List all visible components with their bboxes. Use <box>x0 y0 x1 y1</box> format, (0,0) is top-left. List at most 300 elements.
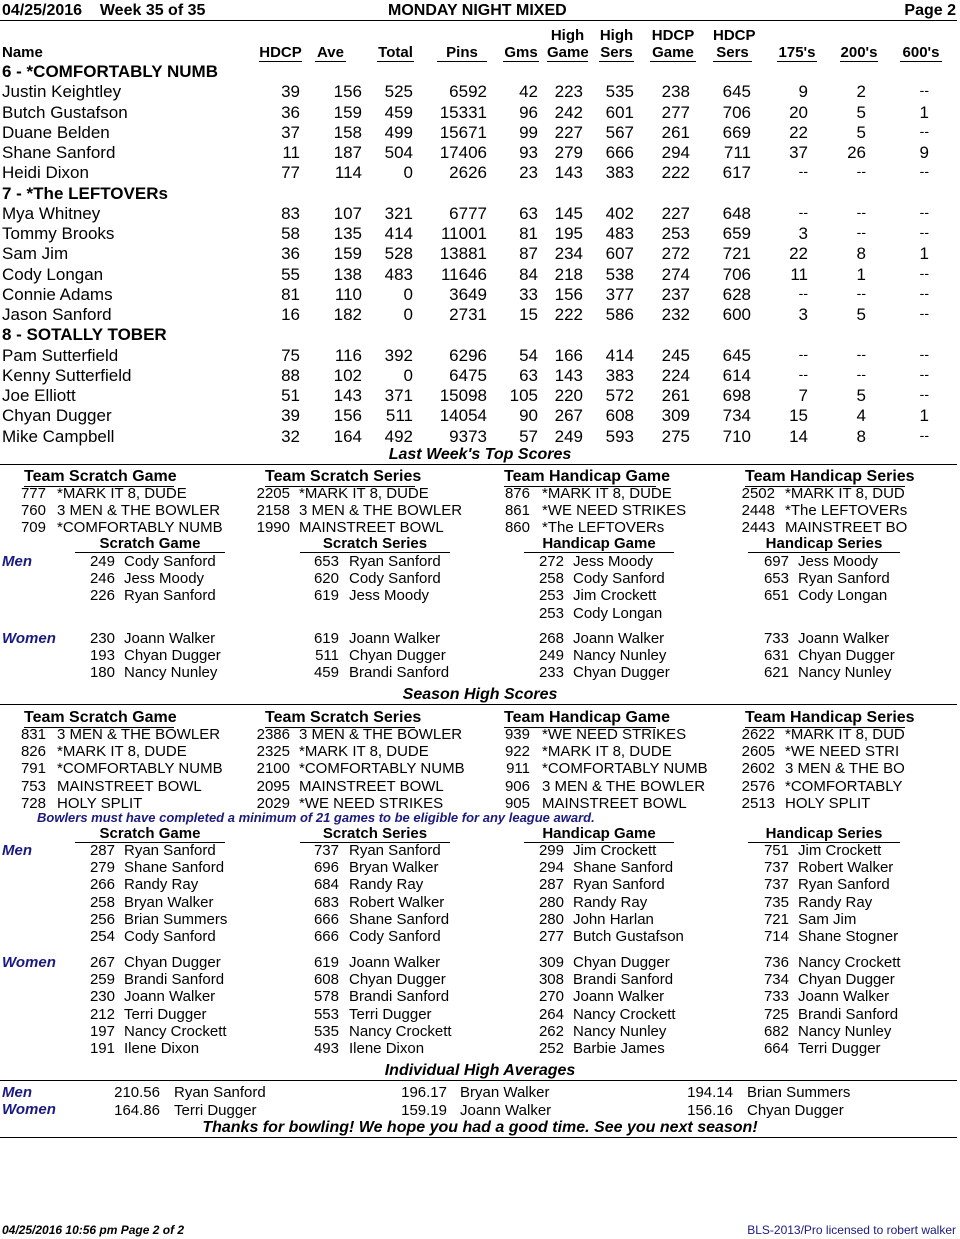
team-name: 3 MEN & THE BO <box>785 760 905 778</box>
men-label: Men <box>2 1084 32 1101</box>
bowler-name: Jim Crockett <box>798 842 882 859</box>
bowler-name: Bryan Walker <box>460 1084 550 1101</box>
stat-cell: 371 <box>384 386 413 405</box>
stat-cell: 383 <box>605 365 634 385</box>
stat-cell: 87 <box>519 244 538 264</box>
individual-header: Scratch Game <box>75 535 225 553</box>
score: 733 <box>763 630 789 647</box>
stat-cell: 96 <box>519 102 538 122</box>
bowler-name: Nancy Crockett <box>798 954 901 971</box>
bowler-name: Randy Ray <box>798 893 873 911</box>
bowler-name: Shane Sanford <box>124 859 225 877</box>
stat-cell: 63 <box>519 365 538 385</box>
team-name: *MARK IT 8, DUDE <box>57 485 187 502</box>
stat-cell: 26 <box>847 143 866 162</box>
column-header: High Sers <box>599 27 634 61</box>
stat-cell: 234 <box>554 244 583 264</box>
stat-cell: 77 <box>281 163 300 183</box>
stat-cell: 499 <box>384 122 413 142</box>
stat-cell: 222 <box>554 305 583 324</box>
average-value: 159.19 <box>401 1101 447 1119</box>
stat-cell: 227 <box>661 203 690 223</box>
stat-cell: 9 <box>919 143 929 162</box>
stat-cell: 37 <box>789 143 808 162</box>
team-name: 3 MEN & THE BOWLER <box>57 502 221 520</box>
team-title: 8 - SOTALLY TOBER <box>2 325 167 345</box>
stat-cell: 249 <box>554 426 583 446</box>
stat-cell: 84 <box>519 264 538 284</box>
bowler-name: Ryan Sanford <box>124 842 216 859</box>
team-name: *COMFORTABLY NUMB <box>542 760 708 778</box>
stat-cell: 83 <box>281 203 300 223</box>
player-name: Duane Belden <box>2 122 110 142</box>
score: 736 <box>763 954 789 971</box>
individual-header: Scratch Game <box>75 825 225 843</box>
bowler-name: Shane Sanford <box>349 910 450 928</box>
score: 180 <box>89 664 115 682</box>
bowler-name: Randy Ray <box>573 893 648 911</box>
team-score: 2443 <box>741 519 775 537</box>
bowler-name: Chyan Dugger <box>798 647 895 665</box>
score: 280 <box>538 893 564 911</box>
stat-cell: 22 <box>789 122 808 142</box>
stat-cell: 2731 <box>449 305 487 324</box>
table-row <box>0 285 960 305</box>
stat-cell: 601 <box>605 102 634 122</box>
column-header: HDCP Sers <box>713 27 756 61</box>
score: 226 <box>89 587 115 605</box>
footer-license: BLS-2013/Pro licensed to robert walker <box>747 1223 956 1237</box>
bowler-name: Cody Sanford <box>573 570 665 588</box>
team-name: *The LEFTOVERs <box>785 502 908 520</box>
stat-cell: 159 <box>333 244 362 264</box>
stat-cell: 222 <box>661 163 690 183</box>
column-header: 200's <box>840 44 878 61</box>
stat-cell: 666 <box>605 143 634 162</box>
stat-cell: 721 <box>722 244 751 264</box>
stat-cell: 36 <box>281 244 300 264</box>
stat-cell: 0 <box>403 365 413 385</box>
individual-header: Scratch Series <box>300 535 450 553</box>
team-name: *WE NEED STRIKES <box>299 794 444 812</box>
team-score: 760 <box>20 502 46 520</box>
score: 254 <box>89 928 115 945</box>
player-name: Connie Adams <box>2 284 113 304</box>
score: 664 <box>763 1040 789 1057</box>
stat-cell: 628 <box>722 284 751 304</box>
team-header: Team Scratch Series <box>265 709 422 726</box>
table-row <box>0 346 960 366</box>
team-name: 3 MEN & THE BOWLER <box>57 726 221 743</box>
bowler-name: John Harlan <box>573 910 654 928</box>
stat-cell: -- <box>798 284 808 301</box>
team-score: 2602 <box>741 760 775 778</box>
last-week-title: Last Week's Top Scores <box>388 446 572 463</box>
bowler-name: Ryan Sanford <box>174 1084 266 1101</box>
stat-cell: 245 <box>661 345 690 365</box>
women-label: Women <box>2 954 56 971</box>
team-header: Team Scratch Series <box>265 468 422 485</box>
stat-cell: 81 <box>519 224 538 243</box>
stat-cell: 99 <box>519 122 538 142</box>
bowler-name: Nancy Crockett <box>573 1005 676 1023</box>
stat-cell: 2626 <box>449 163 487 183</box>
stat-cell: -- <box>919 224 929 240</box>
team-score: 1990 <box>256 519 290 537</box>
score: 277 <box>538 928 564 945</box>
bowler-name: Jess Moody <box>349 587 430 605</box>
individual-header: Handicap Game <box>524 825 674 843</box>
score: 230 <box>89 988 115 1006</box>
score: 684 <box>313 876 339 894</box>
bowler-name: Ryan Sanford <box>349 553 441 570</box>
bowler-name: Jess Moody <box>798 553 879 570</box>
stat-cell: 277 <box>661 102 690 122</box>
stat-cell: 261 <box>661 386 690 405</box>
bowler-name: Nancy Nunley <box>573 1022 667 1040</box>
report-date: 04/25/2016 <box>2 2 83 19</box>
stat-cell: 734 <box>722 406 751 426</box>
team-name: 3 MEN & THE BOWLER <box>542 777 706 795</box>
bowler-name: Chyan Dugger <box>747 1101 844 1119</box>
player-name: Kenny Sutterfield <box>2 365 132 385</box>
team-score: 861 <box>504 502 530 520</box>
stat-cell: 11646 <box>440 264 487 284</box>
stat-cell: 608 <box>605 406 634 426</box>
stat-cell: 7 <box>798 386 808 405</box>
stat-cell: 586 <box>605 305 634 324</box>
score: 697 <box>763 553 789 570</box>
column-header: 175's <box>778 44 816 61</box>
stat-cell: -- <box>919 305 929 321</box>
stat-cell: 272 <box>661 244 690 264</box>
stat-cell: 267 <box>554 406 583 426</box>
player-name: Heidi Dixon <box>2 163 89 183</box>
team-score: 728 <box>20 794 46 812</box>
stat-cell: -- <box>856 284 866 301</box>
team-name: *WE NEED STRI <box>785 743 900 761</box>
bowler-name: Joann Walker <box>798 630 890 647</box>
team-score: 860 <box>504 519 530 537</box>
bowler-name: Terri Dugger <box>124 1005 207 1023</box>
stat-cell: 9373 <box>449 426 487 446</box>
stat-cell: 11001 <box>440 224 487 243</box>
bowler-name: Chyan Dugger <box>573 664 670 682</box>
player-name: Pam Sutterfield <box>2 345 119 365</box>
stat-cell: 535 <box>605 82 634 102</box>
team-name: *COMFORTABLY NUMB <box>299 760 465 778</box>
bowler-name: Barbie James <box>573 1040 665 1057</box>
stat-cell: 5 <box>856 122 866 142</box>
page-number: Page 2 <box>904 2 956 19</box>
team-score: 922 <box>504 743 530 761</box>
stat-cell: 54 <box>519 345 538 365</box>
team-name: HOLY SPLIT <box>57 794 143 812</box>
column-header: HDCP Game <box>651 27 695 61</box>
team-score: 753 <box>20 777 46 795</box>
score: 259 <box>89 971 115 989</box>
stat-cell: 110 <box>334 284 362 304</box>
team-header: Team Handicap Game <box>504 709 670 726</box>
women-label: Women <box>2 630 56 647</box>
stat-cell: 232 <box>661 305 690 324</box>
team-score: 2100 <box>256 760 290 778</box>
table-row <box>0 123 960 143</box>
score: 619 <box>313 954 339 971</box>
stat-cell: 39 <box>281 82 300 102</box>
player-name: Tommy Brooks <box>2 224 115 243</box>
stat-cell: 593 <box>605 426 634 446</box>
score: 682 <box>763 1022 789 1040</box>
stat-cell: 156 <box>333 406 362 426</box>
stat-cell: 392 <box>384 345 413 365</box>
stat-cell: -- <box>856 163 866 180</box>
bowler-name: Nancy Crockett <box>349 1022 452 1040</box>
team-name: *COMFORTABLY <box>785 777 903 795</box>
table-row <box>0 163 960 183</box>
column-header: High Game <box>547 27 589 61</box>
bowler-name: Bryan Walker <box>349 859 439 877</box>
stat-cell: 0 <box>403 163 413 183</box>
table-row <box>0 265 960 285</box>
stat-cell: 145 <box>554 203 583 223</box>
team-name: MAINSTREET BOWL <box>299 519 444 537</box>
team-name: HOLY SPLIT <box>785 794 871 812</box>
stat-cell: 81 <box>281 284 300 304</box>
bowler-name: Shane Stogner <box>798 928 899 945</box>
score: 620 <box>313 570 339 588</box>
column-header: Gms <box>504 44 538 61</box>
stat-cell: 614 <box>722 365 751 385</box>
stat-cell: 669 <box>722 122 751 142</box>
stat-cell: 5 <box>856 305 866 324</box>
stat-cell: -- <box>856 203 866 220</box>
score: 737 <box>763 876 789 894</box>
table-row <box>0 244 960 264</box>
bowler-name: Ryan Sanford <box>124 587 216 605</box>
bowler-name: Ryan Sanford <box>798 570 890 588</box>
league-name: MONDAY NIGHT MIXED <box>388 2 567 19</box>
stat-cell: 32 <box>281 426 300 446</box>
bowler-name: Cody Sanford <box>349 570 441 588</box>
bowler-name: Ryan Sanford <box>798 876 890 894</box>
player-name: Cody Longan <box>2 264 104 284</box>
stat-cell: 5 <box>856 102 866 122</box>
stat-cell: 1 <box>919 406 929 426</box>
score: 735 <box>763 893 789 911</box>
team-name: *WE NEED STRIKES <box>542 726 687 743</box>
stat-cell: 607 <box>605 244 634 264</box>
stat-cell: 14054 <box>439 406 487 426</box>
stat-cell: 88 <box>281 365 300 385</box>
stat-cell: 294 <box>661 143 690 162</box>
stat-cell: 261 <box>661 122 690 142</box>
stat-cell: 218 <box>554 264 583 284</box>
closing-rule <box>0 1137 957 1138</box>
score: 653 <box>313 553 339 570</box>
player-name: Butch Gustafson <box>2 102 128 122</box>
stat-cell: 93 <box>519 143 538 162</box>
score: 287 <box>538 876 564 894</box>
team-name: *MARK IT 8, DUD <box>785 726 905 743</box>
team-name: MAINSTREET BOWL <box>299 777 444 795</box>
stat-cell: 220 <box>554 386 583 405</box>
score: 268 <box>538 630 564 647</box>
stat-cell: 11 <box>790 264 808 284</box>
score: 493 <box>313 1040 339 1057</box>
score: 553 <box>313 1005 339 1023</box>
team-name: MAINSTREET BOWL <box>542 794 687 812</box>
stat-cell: -- <box>856 365 866 382</box>
team-name: *MARK IT 8, DUDE <box>299 485 429 502</box>
stat-cell: 572 <box>605 386 634 405</box>
stat-cell: -- <box>798 345 808 362</box>
stat-cell: -- <box>919 163 929 180</box>
season-rule <box>0 704 957 705</box>
bowler-name: Nancy Nunley <box>798 664 892 682</box>
bowler-name: Brandi Sanford <box>798 1005 899 1023</box>
player-name: Justin Keightley <box>2 82 122 102</box>
averages-rule <box>0 1080 957 1081</box>
stat-cell: 5 <box>856 386 866 405</box>
team-score: 2386 <box>256 726 290 743</box>
stat-cell: 525 <box>384 82 413 102</box>
team-name: MAINSTREET BO <box>785 519 908 537</box>
team-score: 906 <box>504 777 530 795</box>
stat-cell: 567 <box>605 122 634 142</box>
bowler-name: Cody Longan <box>573 604 663 622</box>
bowler-name: Robert Walker <box>798 859 894 877</box>
stat-cell: 414 <box>605 345 634 365</box>
stat-cell: 698 <box>722 386 751 405</box>
player-name: Mya Whitney <box>2 203 101 223</box>
stat-cell: 22 <box>789 244 808 264</box>
score: 683 <box>313 893 339 911</box>
player-name: Mike Campbell <box>2 426 115 446</box>
stat-cell: 275 <box>661 426 690 446</box>
table-row <box>0 427 960 447</box>
team-score: 2029 <box>256 794 290 812</box>
average-value: 164.86 <box>114 1101 160 1119</box>
stat-cell: 538 <box>605 264 634 284</box>
bowler-name: Robert Walker <box>349 893 445 911</box>
bowler-name: Joann Walker <box>124 630 216 647</box>
stat-cell: 0 <box>403 305 413 324</box>
bowler-name: Randy Ray <box>349 876 424 894</box>
stat-cell: 6475 <box>449 365 487 385</box>
stat-cell: 6777 <box>449 203 487 223</box>
team-header: Team Scratch Game <box>24 468 177 485</box>
stat-cell: 645 <box>722 82 751 102</box>
stat-cell: 8 <box>856 426 866 446</box>
closing-message: Thanks for bowling! We hope you had a good time. See you next season! <box>202 1119 758 1136</box>
stat-cell: 36 <box>281 102 300 122</box>
score: 309 <box>538 954 564 971</box>
score: 193 <box>89 647 115 665</box>
score: 578 <box>313 988 339 1006</box>
bowler-name: Terri Dugger <box>174 1101 257 1119</box>
team-title: 7 - *The LEFTOVERs <box>2 183 168 203</box>
bowler-name: Shane Sanford <box>573 859 674 877</box>
team-name: *MARK IT 8, DUDE <box>57 743 187 761</box>
footer-timestamp: 04/25/2016 10:56 pm Page 2 of 2 <box>2 1223 185 1237</box>
stat-cell: -- <box>798 365 808 382</box>
stat-cell: 14 <box>789 426 808 446</box>
score: 308 <box>538 971 564 989</box>
score: 666 <box>313 928 339 945</box>
team-name: 3 MEN & THE BOWLER <box>299 726 463 743</box>
bowler-name: Ryan Sanford <box>573 876 665 894</box>
stat-cell: 23 <box>519 163 538 183</box>
women-label: Women <box>2 1101 56 1118</box>
stat-cell: 39 <box>281 406 300 426</box>
stat-cell: 15671 <box>439 122 487 142</box>
bowler-name: Butch Gustafson <box>573 928 684 945</box>
stat-cell: -- <box>856 345 866 362</box>
stat-cell: 279 <box>554 143 583 162</box>
team-name: *MARK IT 8, DUDE <box>542 743 672 761</box>
stat-cell: 492 <box>384 426 413 446</box>
stat-cell: 223 <box>554 82 583 102</box>
average-value: 210.56 <box>114 1084 160 1101</box>
report-date-week <box>2 2 205 20</box>
team-score: 905 <box>504 794 530 812</box>
stat-cell: 3649 <box>449 284 487 304</box>
eligibility-notice: Bowlers must have completed a minimum of 21 games to be eligible for any league award. <box>37 810 595 825</box>
score: 262 <box>538 1022 564 1040</box>
bowler-name: Joann Walker <box>798 988 890 1006</box>
stat-cell: 1 <box>856 264 866 284</box>
score: 258 <box>538 570 564 588</box>
stat-cell: 15 <box>789 406 808 426</box>
team-name: *The LEFTOVERs <box>542 519 665 537</box>
bowler-name: Brandi Sanford <box>573 971 674 989</box>
average-value: 196.17 <box>401 1084 447 1101</box>
stat-cell: 0 <box>403 284 413 304</box>
score: 270 <box>538 988 564 1006</box>
stat-cell: 37 <box>281 122 300 142</box>
season-title: Season High Scores <box>402 686 558 703</box>
score: 258 <box>89 893 115 911</box>
stat-cell: 1 <box>919 244 929 264</box>
team-score: 2158 <box>256 502 290 520</box>
player-name: Sam Jim <box>2 244 69 264</box>
score: 608 <box>313 971 339 989</box>
team-score: 709 <box>20 519 46 537</box>
table-row <box>0 143 960 163</box>
stat-cell: 13881 <box>439 244 487 264</box>
bowler-name: Joann Walker <box>124 988 216 1006</box>
stat-cell: 164 <box>333 426 362 446</box>
score: 253 <box>538 587 564 605</box>
score: 535 <box>313 1022 339 1040</box>
score: 621 <box>763 664 789 682</box>
stat-cell: 156 <box>554 284 583 304</box>
bowler-name: Joann Walker <box>349 954 441 971</box>
stat-cell: 166 <box>554 345 583 365</box>
bowler-name: Cody Longan <box>798 587 888 605</box>
score: 734 <box>763 971 789 989</box>
stat-cell: 138 <box>333 264 362 284</box>
team-score: 2095 <box>256 777 290 795</box>
stat-cell: 51 <box>281 386 300 405</box>
team-score: 2576 <box>741 777 775 795</box>
score: 230 <box>89 630 115 647</box>
stat-cell: 42 <box>519 82 538 102</box>
score: 651 <box>763 587 789 605</box>
column-header: Total <box>378 44 413 61</box>
bowler-name: Cody Sanford <box>124 553 216 570</box>
